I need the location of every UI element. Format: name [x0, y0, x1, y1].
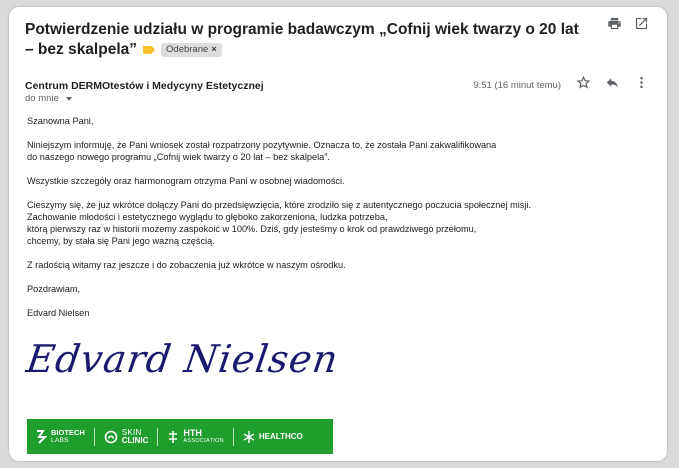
divider: [94, 428, 95, 446]
top-toolbar: [607, 16, 649, 31]
biotech-labs-logo: [35, 429, 85, 445]
logo-line2: LABS: [51, 436, 69, 444]
body-paragraph: Cieszymy się, że już wkrótce dołączy Pani do przedsięwzięcia, które zrodziło się z autentycznego poczucia społecznej misji. Zachowanie młodości i estetycznego wyglądu to głęboko zakorzeniona, ludzka potrzeba, którą pierwszy raz w historii możemy zaspokoić w 100%. Dziś, gdy jesteśmy o krok od prawdziwego przełomu, chcemy, by stała się Pani jego ważną częścią.: [27, 200, 531, 246]
print-icon[interactable]: [607, 16, 622, 31]
body-paragraph: Niniejszym informuję, że Pani wniosek został rozpatrzony pozytywnie. Oznacza to, że została Pani zakwalifikowana do naszego nowego programu „Cofnij wiek twarzy o 20 lat – bez skalpela”.: [27, 140, 497, 162]
email-timestamp: 9:51 (16 minut temu): [473, 80, 561, 91]
logo-line1: SKIN: [121, 427, 142, 437]
recipient-details[interactable]: [25, 93, 72, 104]
chevron-down-icon[interactable]: [66, 97, 72, 101]
hth-icon: [167, 430, 179, 444]
logo-line1: HEALTHCO: [258, 431, 303, 441]
message-actions: [576, 75, 649, 90]
healthco-logo: [243, 430, 303, 444]
partner-logos-banner: [27, 419, 333, 454]
skin-clinic-logo: [104, 429, 149, 445]
open-in-new-window-icon[interactable]: [634, 16, 649, 31]
email-body: [27, 115, 627, 331]
hth-association-logo: [167, 429, 223, 445]
email-window: [9, 7, 667, 461]
inbox-label-badge[interactable]: [161, 43, 222, 57]
label-arrow-icon[interactable]: [143, 46, 155, 54]
handwritten-signature: Edvard Nielsen: [23, 337, 342, 381]
body-paragraph: Z radością witamy raz jeszcze i do zobaczenia już wkrótce w naszym ośrodku.: [27, 260, 346, 270]
subject-text: Potwierdzenie udziału w programie badawczym „Cofnij wiek twarzy o 20 lat – bez skalpela”: [25, 21, 579, 58]
closing: Pozdrawiam,: [27, 284, 81, 294]
healthco-icon: [243, 430, 255, 444]
logo-line2: ASSOCIATION: [183, 437, 224, 444]
sender-signoff-name: Edvard Nielsen: [27, 308, 90, 318]
skin-clinic-icon: [104, 430, 118, 444]
badge-label: Odebrane: [166, 43, 209, 55]
divider: [157, 428, 158, 446]
biotech-icon: [35, 430, 47, 444]
logo-line1: HTH: [183, 427, 202, 438]
recipient-label: do mnie: [25, 93, 59, 104]
reply-icon[interactable]: [605, 75, 620, 90]
divider: [233, 428, 234, 446]
email-subject: [25, 20, 585, 60]
logo-line2: CLINIC: [121, 435, 149, 445]
more-options-icon[interactable]: [634, 75, 649, 90]
star-icon[interactable]: [576, 75, 591, 90]
logo-line1: BIOTECH: [51, 427, 85, 437]
remove-label-button[interactable]: ×: [211, 43, 217, 55]
body-paragraph: Wszystkie szczegóły oraz harmonogram otrzyma Pani w osobnej wiadomości.: [27, 176, 345, 186]
sender-name[interactable]: Centrum DERMOtestów i Medycyny Estetycznej: [25, 80, 264, 92]
greeting: Szanowna Pani,: [27, 116, 94, 126]
